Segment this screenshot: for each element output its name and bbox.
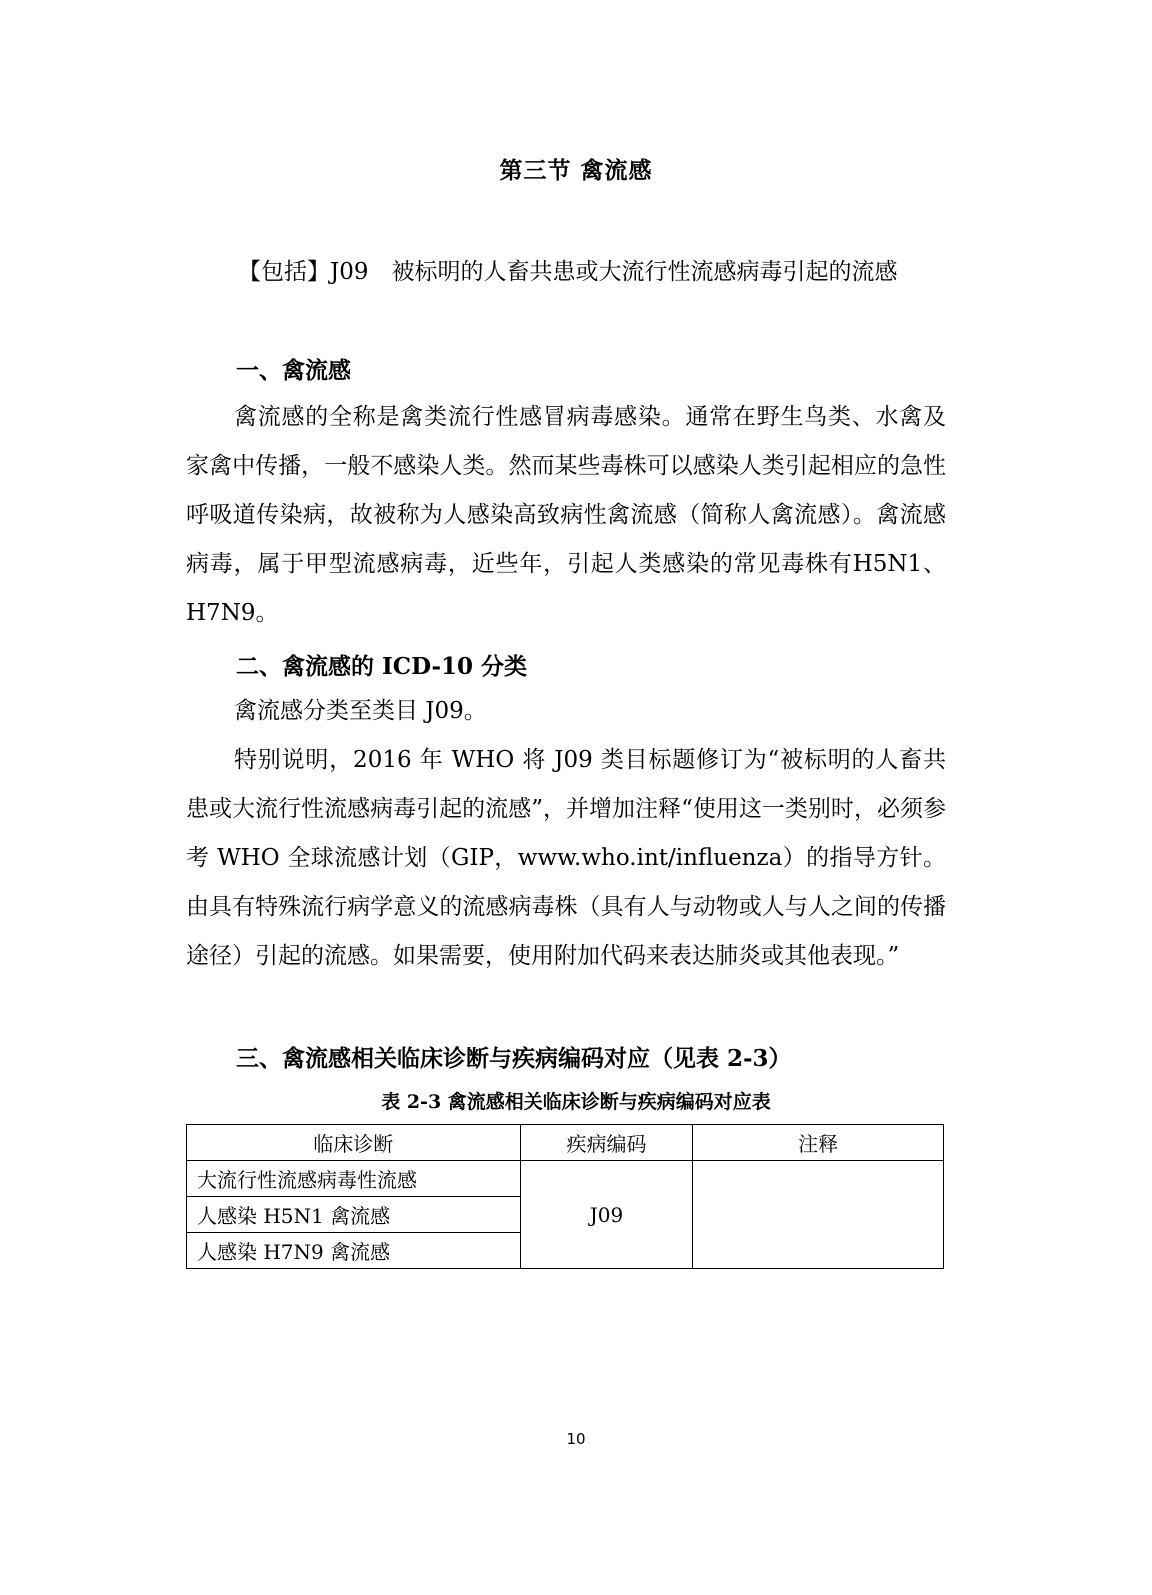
paragraph-definition <box>186 393 946 638</box>
table-row <box>187 1161 944 1197</box>
table-header-note: 注释 <box>693 1125 944 1161</box>
heading-avian-flu: 一、禽流感 <box>236 357 351 384</box>
paragraph-special-note-text: 特别说明，2016 年 WHO 将 J09 类目标题修订为“被标明的人畜共患或大流行性流感病毒引起的流感”，并增加注释“使用这一类别时，必须参考 WHO 全球流感计划（GIP，www.who.int/influenza）的指导方针。由具有特殊流行病学意义的流感病毒株（具有人与动物或人与人之间的传播途径）引起的流感。如果需要，使用附加代码来表达肺炎或其他表现。” <box>186 747 946 969</box>
paragraph-special-note <box>186 736 946 981</box>
page-number: 10 <box>566 1430 586 1448</box>
paragraph-classification-text: 禽流感分类至类目 J09。 <box>234 698 487 724</box>
table-header-diagnosis: 临床诊断 <box>187 1125 521 1161</box>
table-cell-diagnosis: 人感染 H5N1 禽流感 <box>187 1197 521 1233</box>
heading-diagnosis-mapping: 三、禽流感相关临床诊断与疾病编码对应（见表 2-3） <box>236 1045 792 1072</box>
table-caption: 表 2-3 禽流感相关临床诊断与疾病编码对应表 <box>381 1091 771 1113</box>
include-line: 【包括】J09 被标明的人畜共患或大流行性流感病毒引起的流感 <box>238 259 898 285</box>
paragraph-definition-text: 禽流感的全称是禽类流行性感冒病毒感染。通常在野生鸟类、水禽及家禽中传播，一般不感染人类。然而某些毒株可以感染人类引起相应的急性呼吸道传染病，故被称为人感染高致病性禽流感（简称人禽流感）。禽流感病毒，属于甲型流感病毒，近些年，引起人类感染的常见毒株有H5N1、H7N9。 <box>186 404 946 626</box>
table-cell-diagnosis: 人感染 H7N9 禽流感 <box>187 1233 521 1269</box>
table-cell-diagnosis: 大流行性流感病毒性流感 <box>187 1161 521 1197</box>
table-header-row <box>187 1125 944 1161</box>
diagnosis-code-table <box>186 1124 944 1269</box>
table-header-code: 疾病编码 <box>520 1125 693 1161</box>
table-cell-code: J09 <box>520 1161 693 1269</box>
paragraph-classification <box>186 687 946 736</box>
heading-icd10-classification: 二、禽流感的 ICD-10 分类 <box>236 653 528 680</box>
table-cell-note <box>693 1161 944 1269</box>
section-title: 第三节 禽流感 <box>499 157 653 184</box>
